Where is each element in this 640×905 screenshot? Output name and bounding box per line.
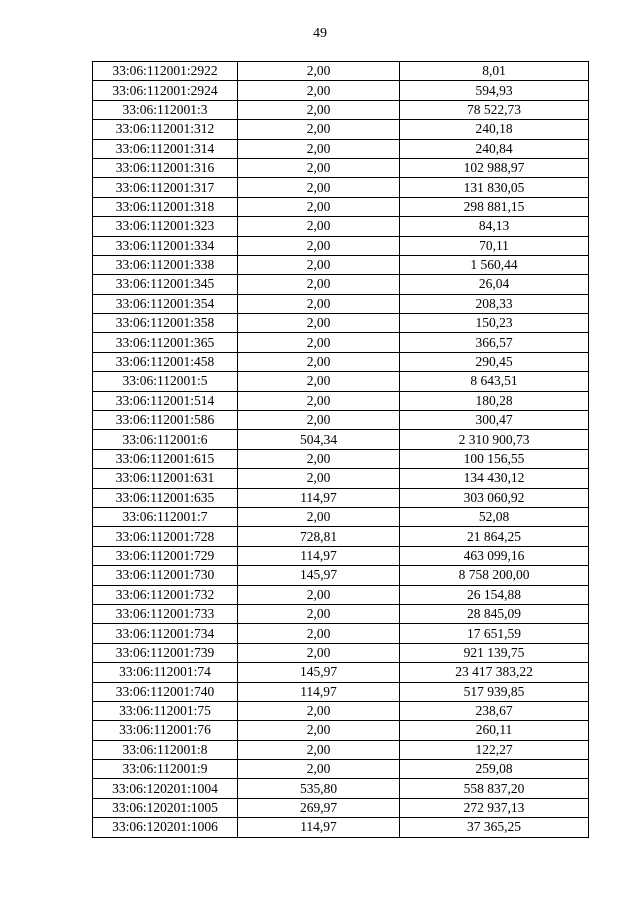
amount-cell: 84,13 (400, 217, 589, 236)
table-row (93, 604, 589, 623)
cadastral-number-cell: 33:06:112001:6 (93, 430, 238, 449)
table-row (93, 120, 589, 139)
table-row (93, 546, 589, 565)
cadastral-number-cell: 33:06:112001:514 (93, 391, 238, 410)
cadastral-number-cell: 33:06:112001:8 (93, 740, 238, 759)
amount-cell: 150,23 (400, 314, 589, 333)
value-cell: 114,97 (238, 818, 400, 837)
amount-cell: 26,04 (400, 275, 589, 294)
amount-cell: 21 864,25 (400, 527, 589, 546)
value-cell: 2,00 (238, 275, 400, 294)
value-cell: 2,00 (238, 352, 400, 371)
cadastral-number-cell: 33:06:112001:74 (93, 663, 238, 682)
table-row (93, 779, 589, 798)
value-cell: 114,97 (238, 546, 400, 565)
amount-cell: 131 830,05 (400, 178, 589, 197)
amount-cell: 37 365,25 (400, 818, 589, 837)
cadastral-number-cell: 33:06:112001:3 (93, 100, 238, 119)
amount-cell: 260,11 (400, 721, 589, 740)
cadastral-number-cell: 33:06:112001:730 (93, 566, 238, 585)
amount-cell: 8,01 (400, 62, 589, 81)
amount-cell: 122,27 (400, 740, 589, 759)
amount-cell: 208,33 (400, 294, 589, 313)
table-row (93, 294, 589, 313)
value-cell: 114,97 (238, 488, 400, 507)
value-cell: 2,00 (238, 294, 400, 313)
value-cell: 2,00 (238, 236, 400, 255)
table-row (93, 372, 589, 391)
cadastral-number-cell: 33:06:112001:345 (93, 275, 238, 294)
cadastral-number-cell: 33:06:112001:7 (93, 507, 238, 526)
cadastral-number-cell: 33:06:112001:354 (93, 294, 238, 313)
table-row (93, 643, 589, 662)
table-row (93, 760, 589, 779)
value-cell: 2,00 (238, 721, 400, 740)
value-cell: 2,00 (238, 120, 400, 139)
cadastral-number-cell: 33:06:112001:318 (93, 197, 238, 216)
amount-cell: 180,28 (400, 391, 589, 410)
value-cell: 269,97 (238, 798, 400, 817)
value-cell: 2,00 (238, 507, 400, 526)
value-cell: 2,00 (238, 217, 400, 236)
value-cell: 504,34 (238, 430, 400, 449)
amount-cell: 300,47 (400, 411, 589, 430)
cadastral-number-cell: 33:06:112001:739 (93, 643, 238, 662)
table-row (93, 333, 589, 352)
amount-cell: 558 837,20 (400, 779, 589, 798)
value-cell: 2,00 (238, 585, 400, 604)
table-row (93, 81, 589, 100)
value-cell: 2,00 (238, 333, 400, 352)
amount-cell: 8 643,51 (400, 372, 589, 391)
cadastral-number-cell: 33:06:112001:740 (93, 682, 238, 701)
cadastral-number-cell: 33:06:112001:338 (93, 255, 238, 274)
amount-cell: 8 758 200,00 (400, 566, 589, 585)
table-row (93, 158, 589, 177)
table-row (93, 682, 589, 701)
cadastral-number-cell: 33:06:112001:317 (93, 178, 238, 197)
table-row (93, 740, 589, 759)
value-cell: 2,00 (238, 740, 400, 759)
amount-cell: 259,08 (400, 760, 589, 779)
cadastral-number-cell: 33:06:112001:734 (93, 624, 238, 643)
value-cell: 2,00 (238, 197, 400, 216)
cadastral-number-cell: 33:06:112001:76 (93, 721, 238, 740)
table-row (93, 217, 589, 236)
page-number: 49 (313, 26, 327, 41)
table-row (93, 469, 589, 488)
cadastral-number-cell: 33:06:112001:458 (93, 352, 238, 371)
value-cell: 2,00 (238, 391, 400, 410)
amount-cell: 52,08 (400, 507, 589, 526)
value-cell: 2,00 (238, 411, 400, 430)
amount-cell: 298 881,15 (400, 197, 589, 216)
cadastral-number-cell: 33:06:112001:358 (93, 314, 238, 333)
value-cell: 2,00 (238, 449, 400, 468)
amount-cell: 303 060,92 (400, 488, 589, 507)
value-cell: 2,00 (238, 314, 400, 333)
cadastral-number-cell: 33:06:112001:365 (93, 333, 238, 352)
value-cell: 2,00 (238, 469, 400, 488)
amount-cell: 134 430,12 (400, 469, 589, 488)
value-cell: 2,00 (238, 643, 400, 662)
amount-cell: 70,11 (400, 236, 589, 255)
value-cell: 2,00 (238, 701, 400, 720)
value-cell: 145,97 (238, 663, 400, 682)
cadastral-number-cell: 33:06:112001:732 (93, 585, 238, 604)
amount-cell: 463 099,16 (400, 546, 589, 565)
table-row (93, 663, 589, 682)
table-row (93, 62, 589, 81)
value-cell: 2,00 (238, 158, 400, 177)
value-cell: 2,00 (238, 178, 400, 197)
table-row (93, 255, 589, 274)
amount-cell: 238,67 (400, 701, 589, 720)
table-row (93, 488, 589, 507)
table-row (93, 566, 589, 585)
amount-cell: 102 988,97 (400, 158, 589, 177)
cadastral-number-cell: 33:06:112001:316 (93, 158, 238, 177)
table-row (93, 507, 589, 526)
amount-cell: 78 522,73 (400, 100, 589, 119)
value-cell: 2,00 (238, 604, 400, 623)
value-cell: 2,00 (238, 139, 400, 158)
value-cell: 114,97 (238, 682, 400, 701)
value-cell: 2,00 (238, 624, 400, 643)
cadastral-number-cell: 33:06:112001:334 (93, 236, 238, 255)
cadastral-number-cell: 33:06:112001:733 (93, 604, 238, 623)
amount-cell: 28 845,09 (400, 604, 589, 623)
cadastral-number-cell: 33:06:112001:312 (93, 120, 238, 139)
amount-cell: 1 560,44 (400, 255, 589, 274)
cadastral-number-cell: 33:06:112001:75 (93, 701, 238, 720)
cadastral-number-cell: 33:06:112001:9 (93, 760, 238, 779)
amount-cell: 240,84 (400, 139, 589, 158)
value-cell: 535,80 (238, 779, 400, 798)
value-cell: 145,97 (238, 566, 400, 585)
cadastral-number-cell: 33:06:112001:2924 (93, 81, 238, 100)
amount-cell: 100 156,55 (400, 449, 589, 468)
cadastral-number-cell: 33:06:112001:314 (93, 139, 238, 158)
table-row (93, 275, 589, 294)
amount-cell: 26 154,88 (400, 585, 589, 604)
cadastral-number-cell: 33:06:120201:1006 (93, 818, 238, 837)
table-row (93, 314, 589, 333)
cadastral-number-cell: 33:06:112001:729 (93, 546, 238, 565)
table-body (93, 62, 589, 838)
value-cell: 2,00 (238, 255, 400, 274)
cadastral-number-cell: 33:06:112001:635 (93, 488, 238, 507)
table-row (93, 197, 589, 216)
amount-cell: 17 651,59 (400, 624, 589, 643)
table-row (93, 585, 589, 604)
data-table (92, 61, 589, 838)
table-row (93, 100, 589, 119)
cadastral-number-cell: 33:06:112001:5 (93, 372, 238, 391)
cadastral-number-cell: 33:06:112001:2922 (93, 62, 238, 81)
table-row (93, 818, 589, 837)
cadastral-number-cell: 33:06:112001:615 (93, 449, 238, 468)
value-cell: 2,00 (238, 62, 400, 81)
cadastral-number-cell: 33:06:120201:1004 (93, 779, 238, 798)
cadastral-number-cell: 33:06:112001:586 (93, 411, 238, 430)
cadastral-number-cell: 33:06:112001:631 (93, 469, 238, 488)
table-row (93, 430, 589, 449)
table-row (93, 139, 589, 158)
amount-cell: 272 937,13 (400, 798, 589, 817)
value-cell: 728,81 (238, 527, 400, 546)
value-cell: 2,00 (238, 760, 400, 779)
table-row (93, 701, 589, 720)
table-row (93, 178, 589, 197)
value-cell: 2,00 (238, 81, 400, 100)
amount-cell: 366,57 (400, 333, 589, 352)
table-row (93, 236, 589, 255)
cadastral-number-cell: 33:06:112001:323 (93, 217, 238, 236)
table-row (93, 352, 589, 371)
table-row (93, 411, 589, 430)
table-row (93, 449, 589, 468)
table-row (93, 798, 589, 817)
amount-cell: 2 310 900,73 (400, 430, 589, 449)
amount-cell: 517 939,85 (400, 682, 589, 701)
amount-cell: 290,45 (400, 352, 589, 371)
cadastral-number-cell: 33:06:112001:728 (93, 527, 238, 546)
amount-cell: 921 139,75 (400, 643, 589, 662)
table-row (93, 391, 589, 410)
amount-cell: 240,18 (400, 120, 589, 139)
cadastral-number-cell: 33:06:120201:1005 (93, 798, 238, 817)
value-cell: 2,00 (238, 100, 400, 119)
amount-cell: 23 417 383,22 (400, 663, 589, 682)
amount-cell: 594,93 (400, 81, 589, 100)
table-row (93, 527, 589, 546)
value-cell: 2,00 (238, 372, 400, 391)
table-row (93, 721, 589, 740)
table-row (93, 624, 589, 643)
